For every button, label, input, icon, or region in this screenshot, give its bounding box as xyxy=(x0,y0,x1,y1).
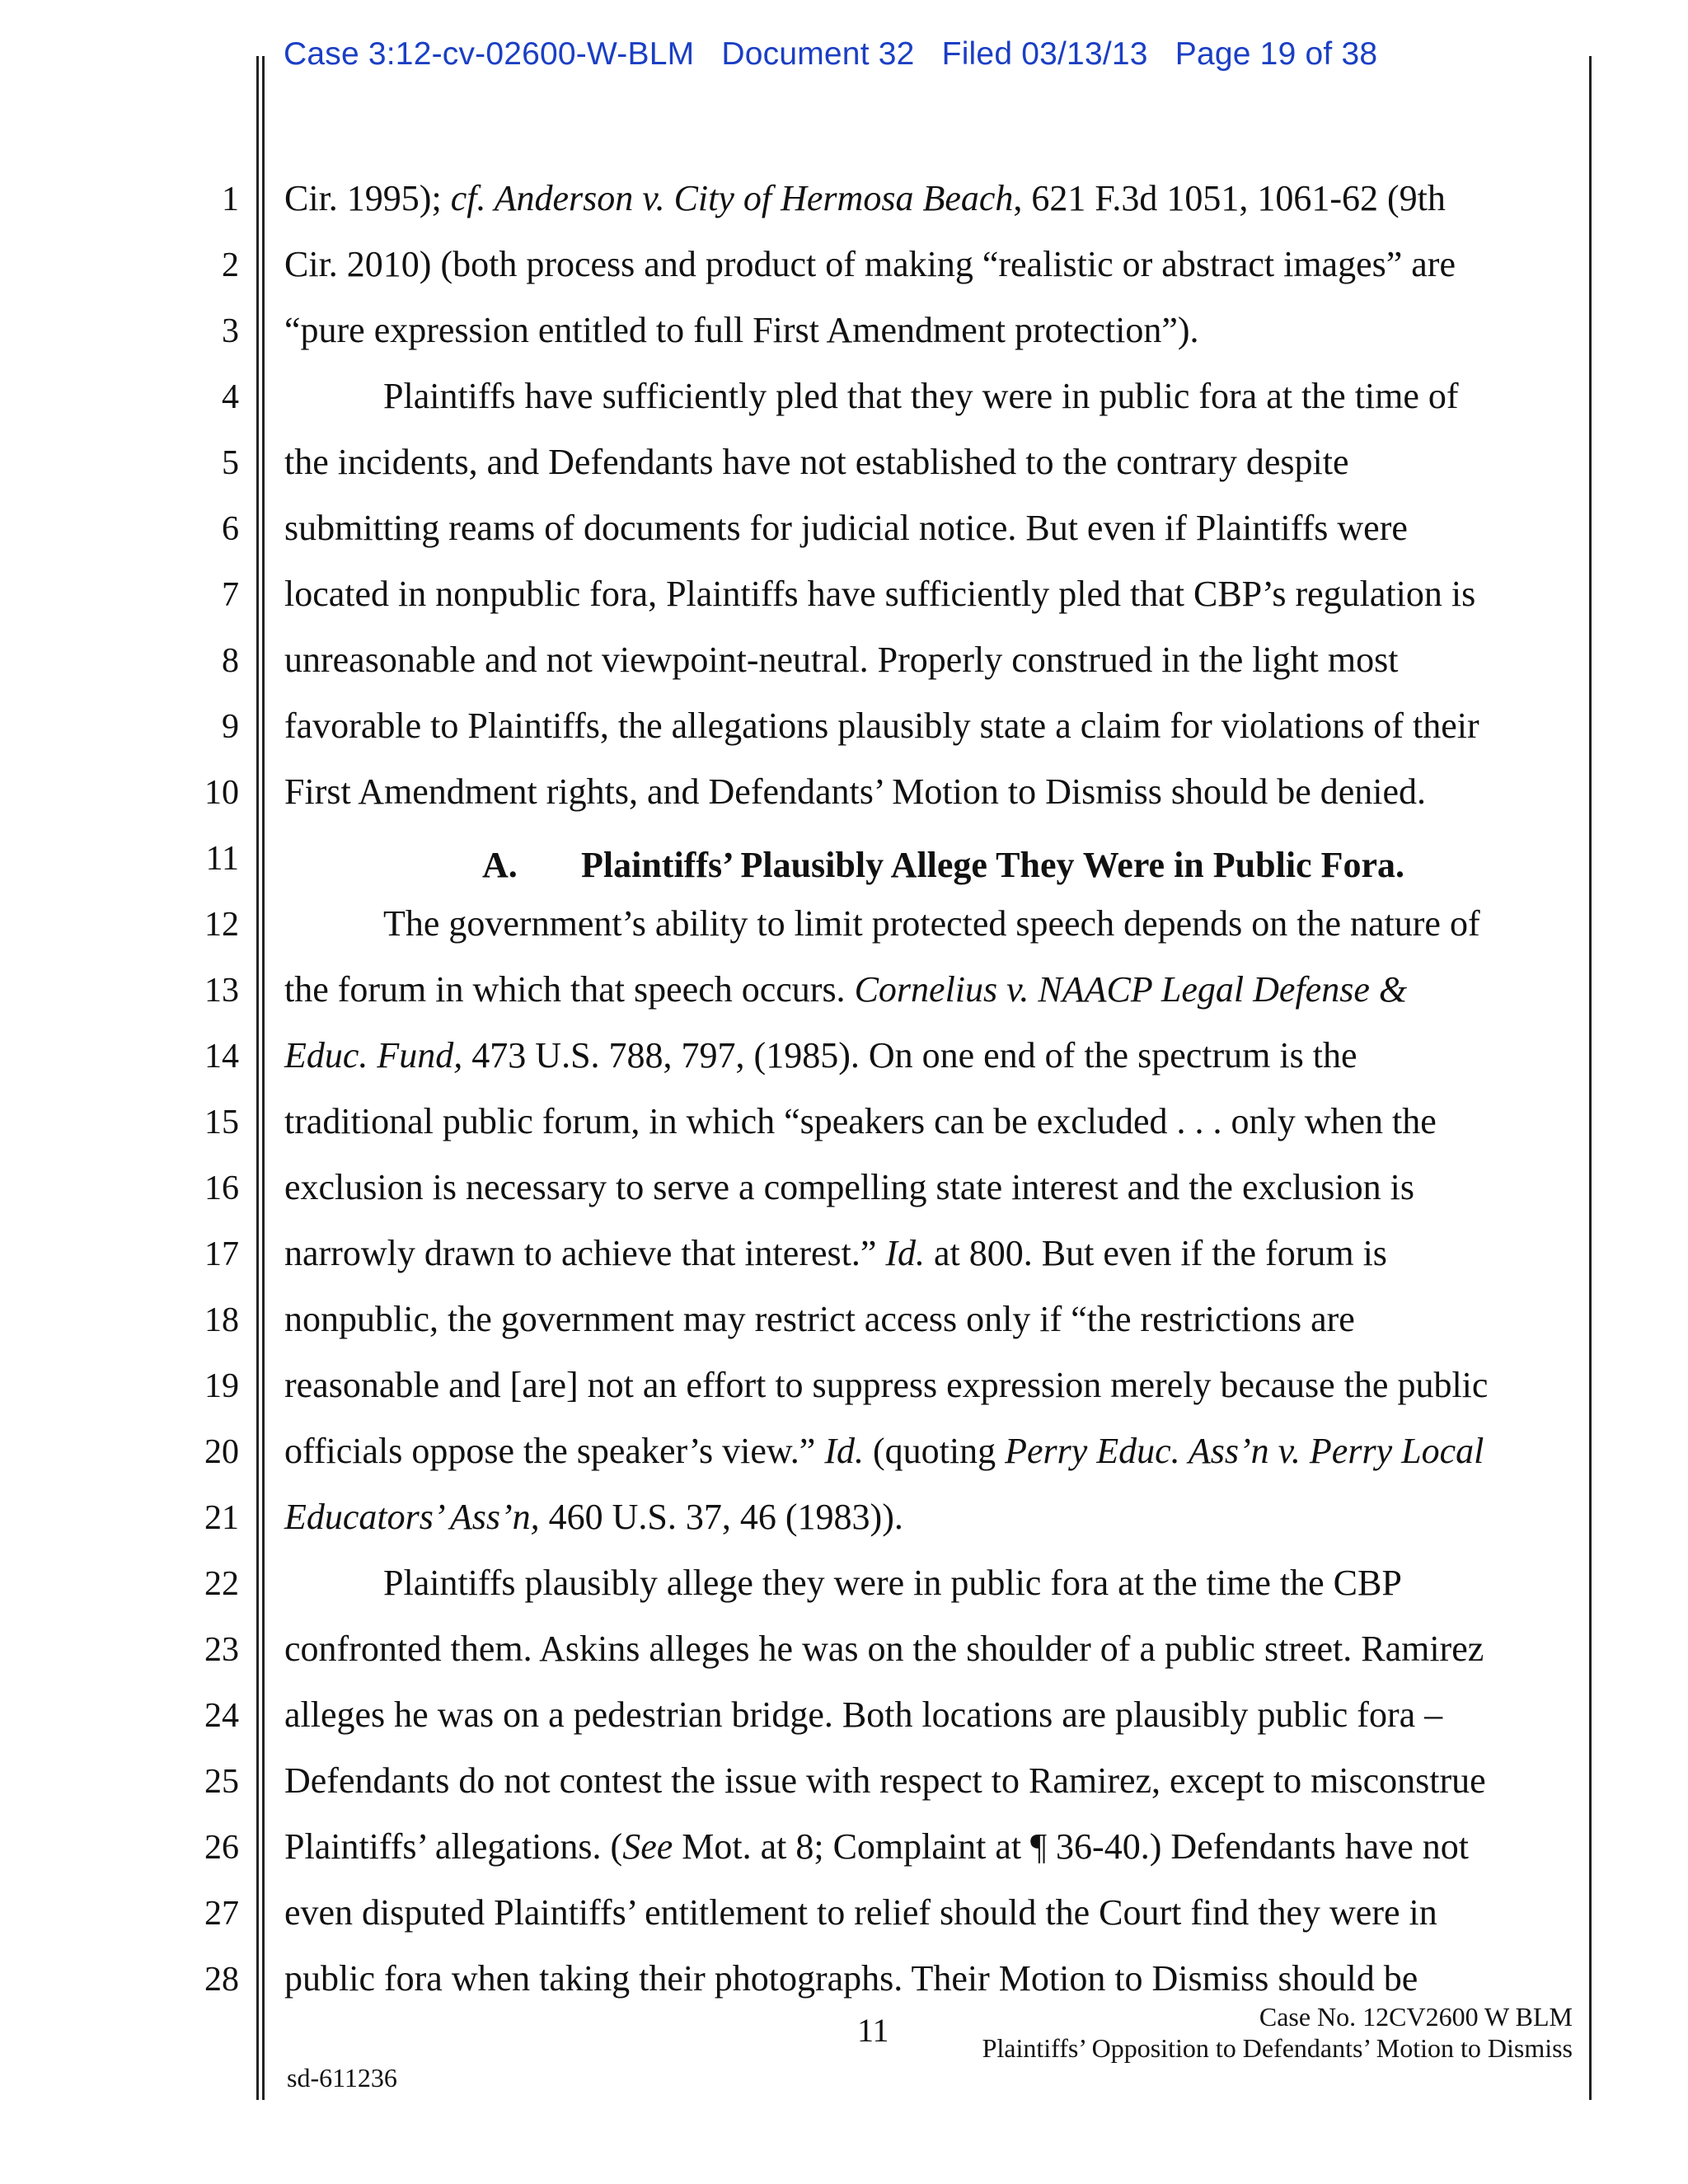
section-title: Plaintiffs’ Plausibly Allege They Were in Public Fora. xyxy=(581,845,1404,885)
line-number: 15 xyxy=(204,1104,239,1141)
line-number: 8 xyxy=(222,642,239,680)
text-line: Cir. 1995); cf. Anderson v. City of Hermosa Beach, 621 F.3d 1051, 1061-62 (9th xyxy=(284,178,1446,218)
text-line: Cir. 2010) (both process and product of making “realistic or abstract images” are xyxy=(284,244,1456,284)
text-line: Plaintiffs have sufficiently pled that they were in public fora at the time of xyxy=(383,376,1459,416)
text-line: officials oppose the speaker’s view.” Id. (quoting Perry Educ. Ass’n v. Perry Local xyxy=(284,1431,1484,1471)
document-id: sd-611236 xyxy=(287,2063,397,2093)
text-line: Educators’ Ass’n, 460 U.S. 37, 46 (1983)). xyxy=(284,1497,903,1537)
line-number: 10 xyxy=(204,774,239,812)
text-line: Plaintiffs plausibly allege they were in public fora at the time the CBP xyxy=(383,1563,1402,1603)
line-number: 5 xyxy=(222,444,239,482)
line-number: 23 xyxy=(204,1631,239,1669)
line-number: 7 xyxy=(222,576,239,614)
line-number: 24 xyxy=(204,1697,239,1735)
text-line: favorable to Plaintiffs, the allegations plausibly state a claim for violations of their xyxy=(284,705,1479,746)
line-number: 17 xyxy=(204,1235,239,1273)
line-number: 22 xyxy=(204,1565,239,1603)
line-number: 11 xyxy=(205,840,239,878)
text-line: Educ. Fund, 473 U.S. 788, 797, (1985). On one end of the spectrum is the xyxy=(284,1035,1357,1076)
line-number: 9 xyxy=(222,708,239,746)
text-line: located in nonpublic fora, Plaintiffs have sufficiently pled that CBP’s regulation is xyxy=(284,574,1476,614)
document-number: Document 32 xyxy=(721,36,915,72)
line-number: 16 xyxy=(204,1169,239,1207)
text-line: submitting reams of documents for judicial notice. But even if Plaintiffs were xyxy=(284,508,1408,548)
case-header xyxy=(284,36,1377,73)
filed-date: Filed 03/13/13 xyxy=(941,36,1148,72)
page-indicator: Page 19 of 38 xyxy=(1175,36,1378,72)
text-line: traditional public forum, in which “speakers can be excluded . . . only when the xyxy=(284,1101,1437,1141)
line-number: 18 xyxy=(204,1301,239,1339)
right-margin-rule xyxy=(1589,56,1592,2100)
line-number: 14 xyxy=(204,1038,239,1076)
line-number: 4 xyxy=(222,378,239,416)
text-line: Defendants do not contest the issue with respect to Ramirez, except to misconstrue xyxy=(284,1760,1486,1801)
text-line: The government’s ability to limit protected speech depends on the nature of xyxy=(383,903,1480,944)
line-number: 3 xyxy=(222,312,239,350)
text-line: nonpublic, the government may restrict access only if “the restrictions are xyxy=(284,1299,1355,1339)
page-number: 11 xyxy=(857,2012,889,2049)
line-number: 25 xyxy=(204,1763,239,1801)
text-line: even disputed Plaintiffs’ entitlement to relief should the Court find they were in xyxy=(284,1892,1437,1933)
line-number: 26 xyxy=(204,1829,239,1867)
line-number: 27 xyxy=(204,1895,239,1933)
text-line: “pure expression entitled to full First Amendment protection”). xyxy=(284,310,1199,350)
section-heading xyxy=(482,847,1404,883)
line-number: 28 xyxy=(204,1961,239,1999)
case-number: Case 3:12-cv-02600-W-BLM xyxy=(284,36,695,72)
text-line: public fora when taking their photographs. Their Motion to Dismiss should be xyxy=(284,1958,1418,1999)
footer-document-title: Plaintiffs’ Opposition to Defendants’ Motion to Dismiss xyxy=(982,2033,1573,2063)
text-line: the forum in which that speech occurs. Cornelius v. NAACP Legal Defense & xyxy=(284,969,1408,1010)
footer-case-number: Case No. 12CV2600 W BLM xyxy=(1259,2002,1573,2032)
text-line: the incidents, and Defendants have not established to the contrary despite xyxy=(284,442,1349,482)
line-number: 6 xyxy=(222,510,239,548)
line-number: 1 xyxy=(222,180,239,218)
text-line: narrowly drawn to achieve that interest.” Id. at 800. But even if the forum is xyxy=(284,1233,1387,1273)
text-line: reasonable and [are] not an effort to suppress expression merely because the public xyxy=(284,1365,1489,1405)
line-number: 19 xyxy=(204,1367,239,1405)
section-letter: A. xyxy=(482,845,518,885)
line-number: 20 xyxy=(204,1433,239,1471)
left-margin-rule-outer xyxy=(256,56,259,2100)
line-number: 21 xyxy=(204,1499,239,1537)
text-line: confronted them. Askins alleges he was on the shoulder of a public street. Ramirez xyxy=(284,1629,1484,1669)
text-line: unreasonable and not viewpoint-neutral. Properly construed in the light most xyxy=(284,640,1399,680)
line-number: 12 xyxy=(204,906,239,944)
text-line: Plaintiffs’ allegations. (See Mot. at 8; Complaint at ¶ 36-40.) Defendants have not xyxy=(284,1826,1469,1867)
text-line: alleges he was on a pedestrian bridge. Both locations are plausibly public fora – xyxy=(284,1694,1443,1735)
left-margin-rule-inner xyxy=(262,56,265,2100)
text-line: exclusion is necessary to serve a compelling state interest and the exclusion is xyxy=(284,1167,1414,1207)
line-number: 2 xyxy=(222,246,239,284)
line-number: 13 xyxy=(204,972,239,1010)
text-line: First Amendment rights, and Defendants’ Motion to Dismiss should be denied. xyxy=(284,771,1427,812)
